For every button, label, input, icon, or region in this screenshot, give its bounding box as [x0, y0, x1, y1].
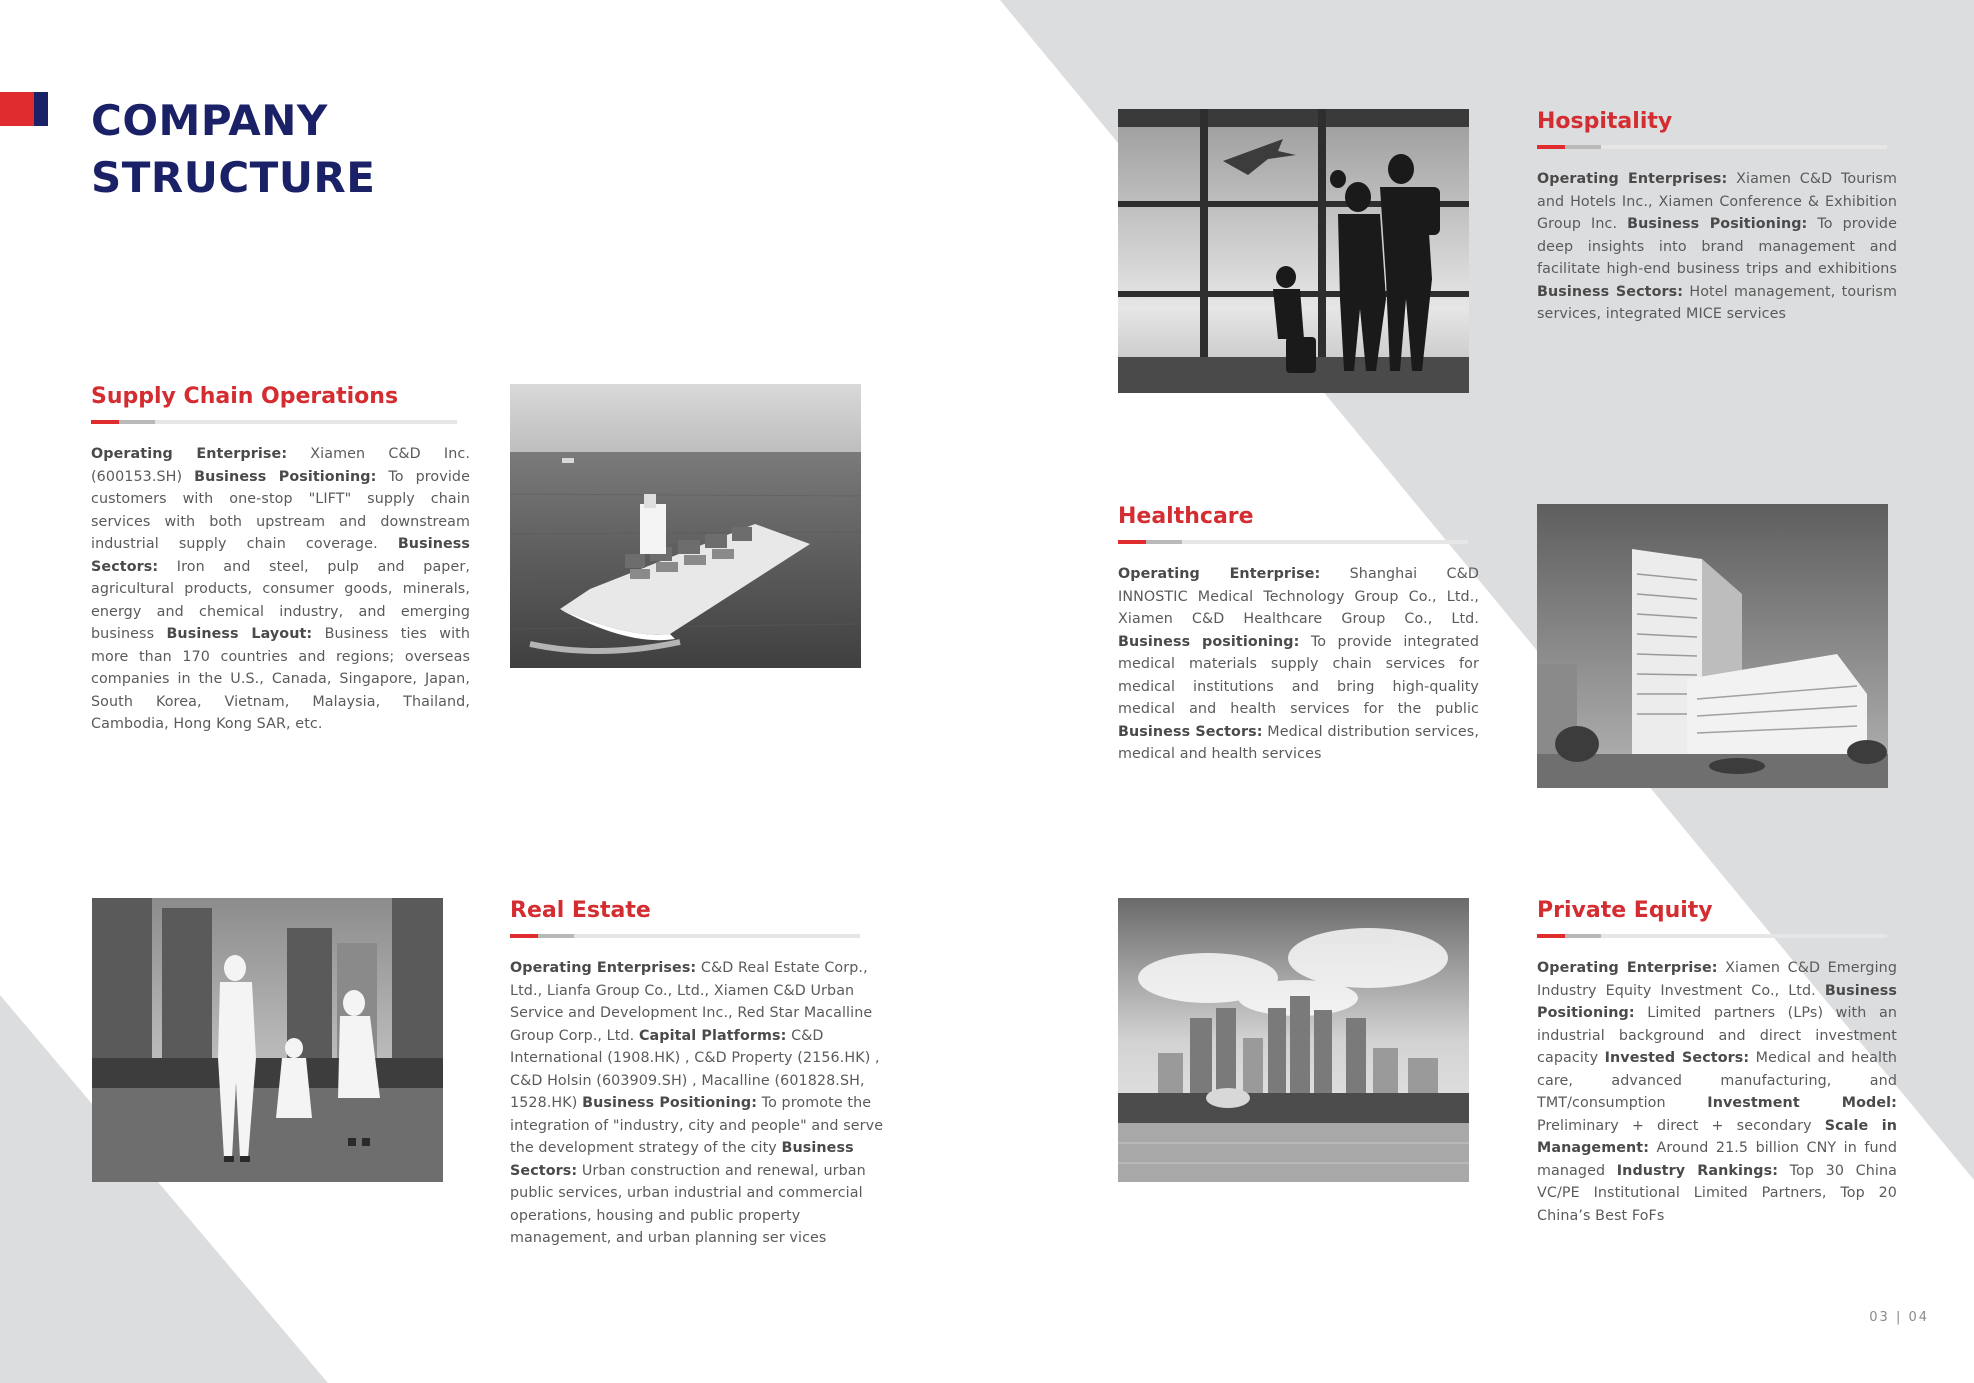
- supply-chain-positioning-label: Business Positioning:: [194, 468, 377, 485]
- page-title: [91, 92, 491, 206]
- healthcare-body: [1118, 563, 1479, 766]
- private-equity-model-text: Preliminary + direct + secondary: [1537, 1117, 1825, 1134]
- supply-chain-title-rule: [91, 420, 457, 424]
- hospitality-enterprises-text: Xiamen C&D Tourism and Hotels Inc., Xiamen Conference & Exhibition Group Inc.: [1537, 171, 1897, 232]
- healthcare-title-rule: [1118, 540, 1468, 544]
- hospitality-title-rule: [1537, 145, 1887, 149]
- private-equity-body: [1537, 957, 1897, 1227]
- supply-chain-sectors-text: Iron and steel, pulp and paper, agricultural products, consumer goods, minerals, energy and chemical industry, and emerging business: [91, 558, 470, 642]
- healthcare-sectors-label: Business Sectors:: [1118, 723, 1263, 740]
- title-accent-navy-block: [34, 92, 48, 126]
- supply-chain-title: Supply Chain Operations: [91, 384, 399, 409]
- cargo-ship-photo: [510, 384, 861, 668]
- supply-chain-section: [91, 383, 470, 736]
- private-equity-scale-text: Around 21.5 billion CNY in fund managed: [1537, 1140, 1897, 1179]
- healthcare-positioning-text: To provide integrated medical materials supply chain services for medical institutions and bring high-quality medical and health services for the public: [1118, 633, 1479, 717]
- real-estate-sectors-text: Urban construction and renewal, urban public services, urban industrial and commercial operations, housing and public property management, and urban planning ser vices: [510, 1162, 866, 1246]
- healthcare-sectors-text: Medical distribution services, medical and health services: [1118, 723, 1479, 762]
- supply-chain-enterprise-label: Operating Enterprise:: [91, 446, 288, 462]
- real-estate-enterprises-label: Operating Enterprises:: [510, 960, 697, 976]
- page-number: 03 | 04: [1869, 1310, 1929, 1325]
- private-equity-rankings-label: Industry Rankings:: [1616, 1162, 1779, 1179]
- real-estate-positioning-text: To promote the integration of "industry, city and people" and serve the development strategy of the city: [510, 1095, 884, 1156]
- airport-travellers-photo: [1118, 109, 1469, 393]
- private-equity-positioning-label: Business Positioning:: [1537, 982, 1897, 1021]
- private-equity-model-label: Investment Model:: [1707, 1095, 1897, 1111]
- healthcare-enterprise-label: Operating Enterprise:: [1118, 566, 1321, 582]
- real-estate-title-rule: [510, 934, 860, 938]
- real-estate-section: [510, 897, 885, 1250]
- supply-chain-layout-text: Business ties with more than 170 countries and regions; overseas companies in the U.S., Canada, Singapore, Japan, South Korea, Vietnam, Malaysia, Thailand, Cambodia, Hong Kong SAR, etc.: [91, 626, 471, 732]
- healthcare-enterprise-text: Shanghai C&D INNOSTIC Medical Technology Group Co., Ltd., Xiamen C&D Healthcare Group Co., Ltd.: [1118, 566, 1479, 627]
- hospital-building-photo: [1537, 504, 1888, 788]
- real-estate-title: Real Estate: [510, 898, 651, 923]
- private-equity-title-rule: [1537, 934, 1887, 938]
- healthcare-title: Healthcare: [1118, 504, 1254, 529]
- hospitality-positioning-text: To provide deep insights into brand management and facilitate high-end business trips and exhibitions: [1537, 216, 1897, 277]
- page-title-line-2: STRUCTURE: [91, 153, 376, 202]
- page-title-line-1: COMPANY: [91, 96, 328, 145]
- healthcare-positioning-label: Business positioning:: [1118, 633, 1300, 650]
- supply-chain-layout-label: Business Layout:: [166, 626, 313, 642]
- real-estate-enterprises-text: C&D Real Estate Corp., Ltd., Lianfa Group Co., Ltd., Xiamen C&D Urban Service and Development Inc., Red Star Macalline Group Corp., Ltd.: [510, 960, 873, 1044]
- private-equity-positioning-text: Limited partners (LPs) with an industrial background and direct investment capacity: [1537, 1005, 1897, 1066]
- real-estate-capital-text: C&D International (1908.HK) , C&D Property (2156.HK) , C&D Holsin (603909.SH) , Macalline (601828.SH, 1528.HK): [510, 1027, 880, 1111]
- private-equity-enterprise-text: Xiamen C&D Emerging Industry Equity Investment Co., Ltd.: [1537, 960, 1897, 999]
- supply-chain-enterprise-text: Xiamen C&D Inc. (600153.SH): [91, 446, 470, 485]
- city-skyline-photo: [1118, 898, 1469, 1182]
- private-equity-section: [1537, 897, 1897, 1227]
- private-equity-enterprise-label: Operating Enterprise:: [1537, 960, 1718, 976]
- hospitality-body: [1537, 168, 1897, 326]
- hospitality-sectors-label: Business Sectors:: [1537, 283, 1684, 300]
- private-equity-rankings-text: Top 30 China VC/PE Institutional Limited Partners, Top 20 China’s Best FoFs: [1537, 1162, 1897, 1224]
- real-estate-capital-label: Capital Platforms:: [638, 1027, 787, 1044]
- hospitality-section: [1537, 108, 1897, 326]
- hospitality-title: Hospitality: [1537, 109, 1673, 134]
- family-park-photo: [92, 898, 443, 1182]
- supply-chain-positioning-text: To provide customers with one-stop "LIFT" supply chain services with both upstream and downstream industrial supply chain coverage.: [91, 468, 470, 552]
- hospitality-enterprises-label: Operating Enterprises:: [1537, 171, 1728, 187]
- real-estate-sectors-label: Business Sectors:: [510, 1140, 854, 1179]
- title-accent-red-block: [0, 92, 34, 126]
- hospitality-sectors-text: Hotel management, tourism services, integrated MICE services: [1537, 283, 1897, 322]
- hospitality-positioning-label: Business Positioning:: [1627, 216, 1808, 232]
- private-equity-scale-label: Scale in Management:: [1537, 1117, 1897, 1156]
- real-estate-positioning-label: Business Positioning:: [582, 1095, 758, 1111]
- private-equity-sectors-label: Invested Sectors:: [1604, 1050, 1750, 1066]
- supply-chain-body: [91, 443, 470, 736]
- private-equity-title: Private Equity: [1537, 898, 1713, 923]
- private-equity-sectors-text: Medical and health care, advanced manufacturing, and TMT/consumption: [1537, 1050, 1897, 1111]
- supply-chain-sectors-label: Business Sectors:: [91, 536, 470, 575]
- healthcare-section: [1118, 503, 1479, 766]
- real-estate-body: [510, 957, 885, 1250]
